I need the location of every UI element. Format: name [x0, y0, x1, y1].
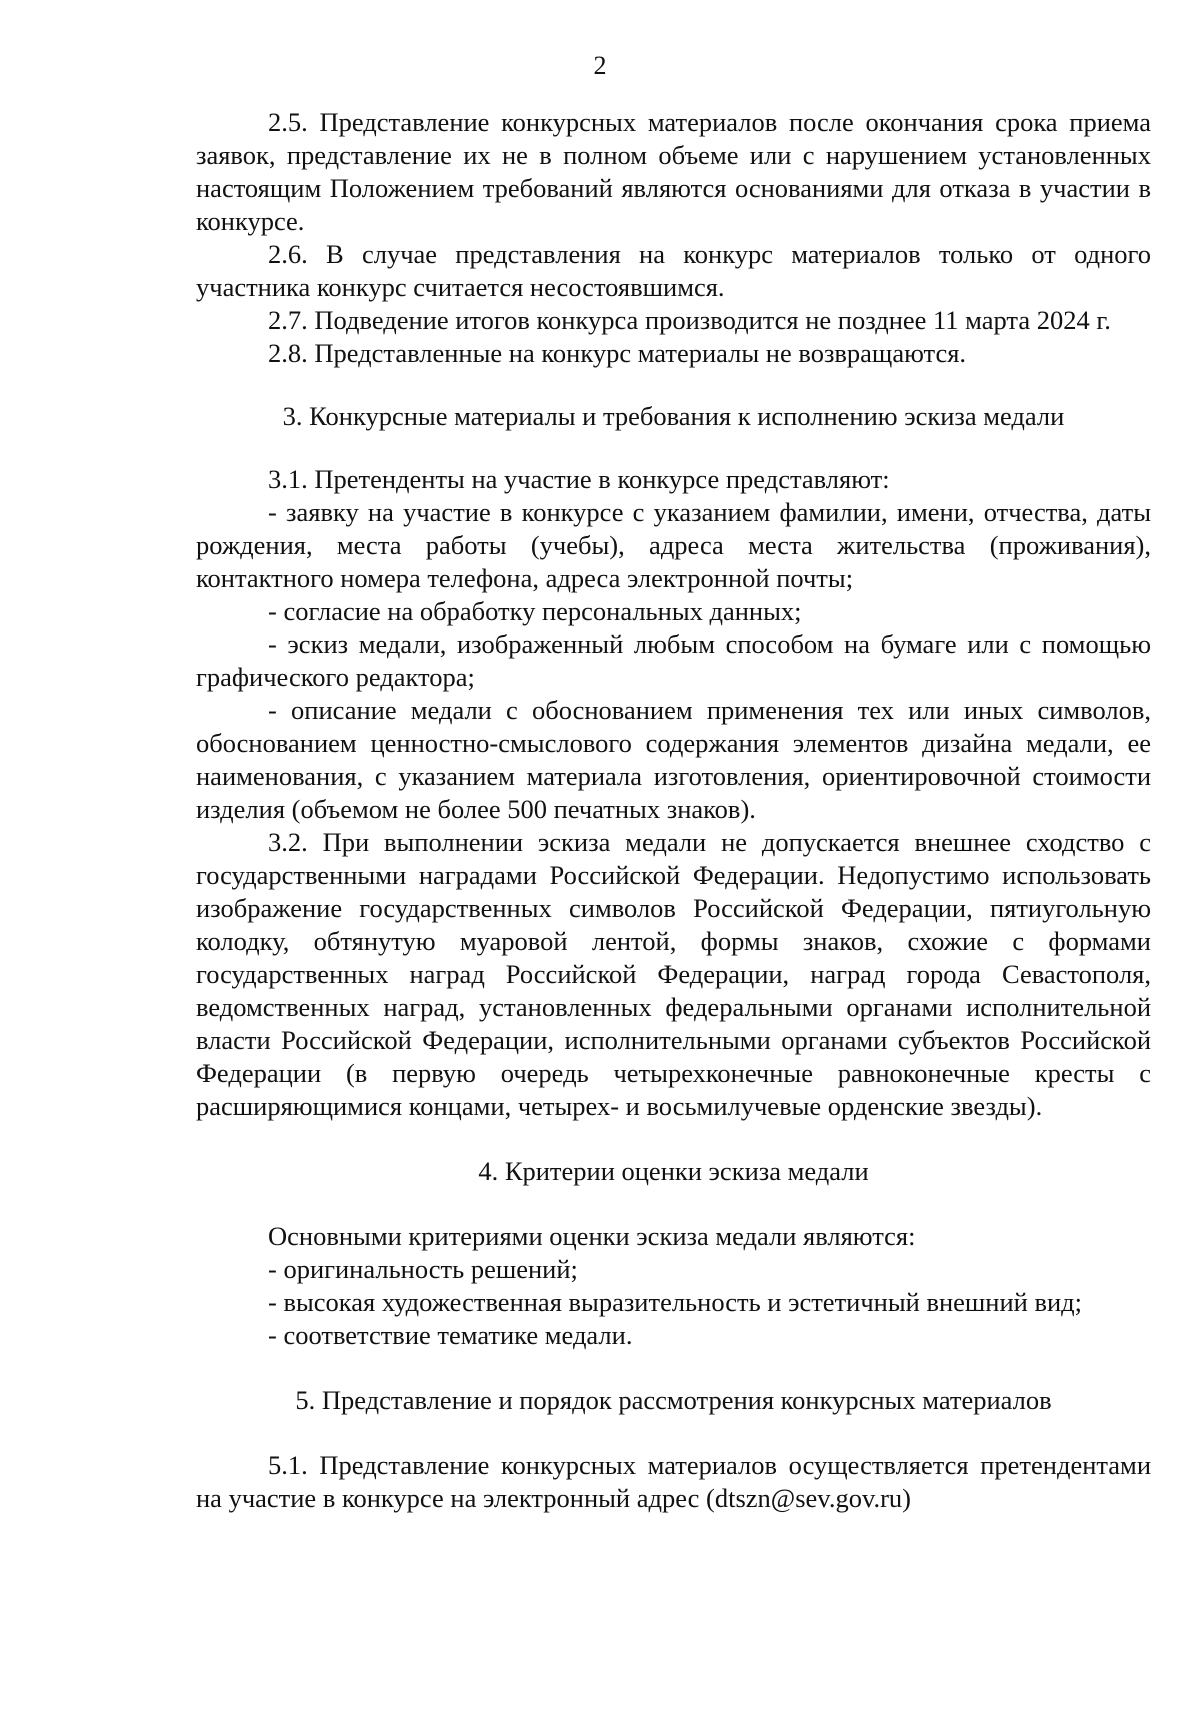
criteria-item: - высокая художественная выразительность и эстетичный внешний вид;	[268, 1287, 1083, 1317]
page-number: 2	[593, 51, 607, 80]
list-item: - заявку на участие в конкурсе с указанием фамилии, имени, отчества, даты рождения, места работы (учебы), адреса места жительства (проживания), контактного номера телефона, адреса электронной почты;	[196, 497, 1151, 593]
criteria-intro: Основными критериями оценки эскиза медали являются:	[268, 1221, 916, 1251]
spacer	[196, 370, 1151, 400]
paragraph-2-8: 2.8. Представленные на конкурс материалы не возвращаются.	[268, 338, 967, 368]
list-item: - описание медали с обоснованием применения тех или иных символов, обоснованием ценностно-смыслового содержания элементов дизайна медали, ее наименования, с указанием материала изготовления, ориентировочной стоимости изделия (объемом не более 500 печатных знаков).	[196, 695, 1151, 824]
spacer	[196, 1188, 1151, 1220]
document-body	[196, 106, 1151, 1515]
paragraph-5-1: 5.1. Представление конкурсных материалов осуществляется претендентами на участие в конкурсе на электронный адрес (dtszn@sev.gov.ru)	[196, 1450, 1151, 1513]
paragraph-3-1: 3.1. Претенденты на участие в конкурсе представляют:	[268, 464, 890, 494]
section-5-heading: 5. Представление и порядок рассмотрения конкурсных материалов	[295, 1385, 1052, 1415]
list-item: - согласие на обработку персональных данных;	[268, 596, 802, 626]
list-item: - эскиз медали, изображенный любым способом на бумаге или с помощью графического редактора;	[196, 629, 1151, 692]
spacer	[196, 1352, 1151, 1384]
criteria-item: - соответствие тематике медали.	[268, 1320, 633, 1350]
paragraph-2-6: 2.6. В случае представления на конкурс материалов только от одного участника конкурс считается несостоявшимся.	[196, 239, 1151, 302]
paragraph-3-2: 3.2. При выполнении эскиза медали не допускается внешнее сходство с государственными наградами Российской Федерации. Недопустимо использовать изображение государственных символов Российской Федерации, пятиугольную колодку, обтянутую муаровой лентой, формы знаков, схожие с формами государственных наград Российской Федерации, наград города Севастополя, ведомственных наград, установленных федеральными органами исполнительной власти Российской Федерации, исполнительными органами субъектов Российской Федерации (в первую очередь четырехконечные равноконечные кресты с расширяющимися концами, четырех- и восьмилучевые орденские звезды).	[196, 827, 1151, 1121]
criteria-item: - оригинальность решений;	[268, 1254, 578, 1284]
spacer	[196, 1123, 1151, 1155]
paragraph-2-5: 2.5. Представление конкурсных материалов после окончания срока приема заявок, представление их не в полном объеме или с нарушением установленных настоящим Положением требований являются основаниями для отказа в участии в конкурсе.	[196, 107, 1151, 236]
section-4-heading: 4. Критерии оценки эскиза медали	[478, 1156, 869, 1186]
spacer	[196, 433, 1151, 463]
spacer	[196, 1417, 1151, 1449]
paragraph-2-7: 2.7. Подведение итогов конкурса производится не позднее 11 марта 2024 г.	[268, 305, 1111, 335]
section-3-heading: 3. Конкурсные материалы и требования к исполнению эскиза медали	[282, 401, 1065, 431]
